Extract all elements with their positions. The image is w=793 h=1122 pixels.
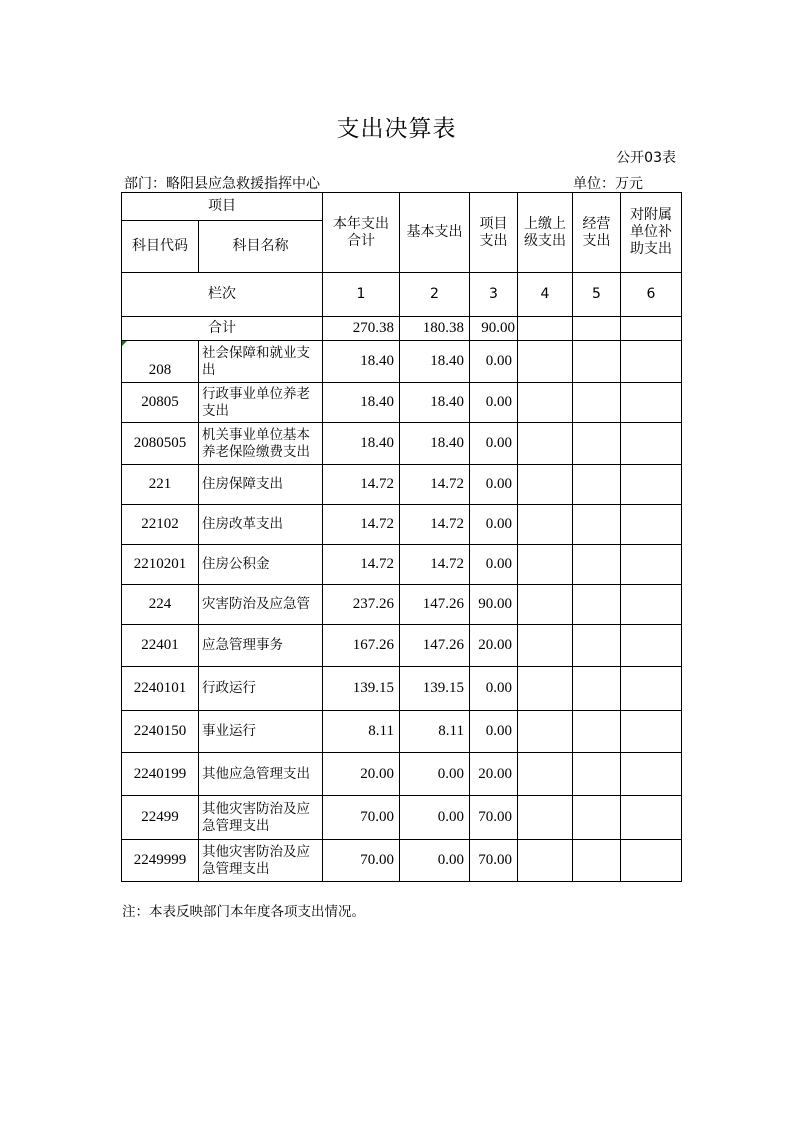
name-cell: 机关事业单位基本养老保险缴费支出 [199, 423, 323, 465]
header-basic: 基本支出 [400, 193, 470, 273]
table-row [122, 383, 682, 423]
project-cell: 0.00 [470, 341, 518, 383]
project-cell: 0.00 [470, 505, 518, 545]
code-cell: 22499 [122, 796, 199, 840]
upper-cell [518, 667, 573, 711]
basic-cell: 18.40 [400, 341, 470, 383]
code-cell: 2240150 [122, 711, 199, 753]
total-cell: 167.26 [323, 625, 400, 667]
code-cell: 22401 [122, 625, 199, 667]
basic-cell: 18.40 [400, 383, 470, 423]
total-cell: 14.72 [323, 545, 400, 585]
code-cell: 20805 [122, 383, 199, 423]
name-cell: 其他灾害防治及应急管理支出 [199, 796, 323, 840]
business-cell [573, 667, 621, 711]
code-cell: 2240101 [122, 667, 199, 711]
project-cell: 0.00 [470, 465, 518, 505]
header-subsidiary: 对附属单位补助支出 [621, 193, 682, 273]
total-row [122, 317, 682, 341]
code-cell: 224 [122, 585, 199, 625]
column-number: 3 [470, 273, 518, 317]
project-cell: 0.00 [470, 545, 518, 585]
upper-cell [518, 545, 573, 585]
name-cell: 住房保障支出 [199, 465, 323, 505]
subsidiary-cell [621, 545, 682, 585]
subsidiary-cell [621, 585, 682, 625]
total-cell: 20.00 [323, 753, 400, 796]
header-project: 项目 [122, 193, 323, 221]
basic-cell: 14.72 [400, 465, 470, 505]
project-cell: 90.00 [470, 317, 518, 341]
code-cell: 2080505 [122, 423, 199, 465]
subsidiary-cell [621, 465, 682, 505]
name-cell: 社会保障和就业支出 [199, 341, 323, 383]
total-cell: 14.72 [323, 465, 400, 505]
column-number: 2 [400, 273, 470, 317]
upper-cell [518, 711, 573, 753]
table-row [122, 465, 682, 505]
table-row [122, 341, 682, 383]
basic-cell: 8.11 [400, 711, 470, 753]
basic-cell: 18.40 [400, 423, 470, 465]
business-cell [573, 505, 621, 545]
code-cell: 2240199 [122, 753, 199, 796]
name-cell: 行政运行 [199, 667, 323, 711]
total-cell: 18.40 [323, 423, 400, 465]
upper-cell [518, 383, 573, 423]
code-cell: 208 [122, 341, 199, 383]
business-cell [573, 383, 621, 423]
code-cell: 22102 [122, 505, 199, 545]
business-cell [573, 585, 621, 625]
name-cell: 行政事业单位养老支出 [199, 383, 323, 423]
project-cell: 20.00 [470, 625, 518, 667]
subsidiary-cell [621, 625, 682, 667]
project-cell: 70.00 [470, 796, 518, 840]
project-cell: 0.00 [470, 667, 518, 711]
code-cell: 2210201 [122, 545, 199, 585]
basic-cell: 0.00 [400, 840, 470, 882]
subsidiary-cell [621, 341, 682, 383]
upper-cell [518, 753, 573, 796]
table-row [122, 545, 682, 585]
basic-cell: 0.00 [400, 796, 470, 840]
column-label: 栏次 [122, 273, 323, 317]
business-cell [573, 545, 621, 585]
subsidiary-cell [621, 753, 682, 796]
name-cell: 其他应急管理支出 [199, 753, 323, 796]
project-cell: 20.00 [470, 753, 518, 796]
basic-cell: 147.26 [400, 625, 470, 667]
header-business: 经营支出 [573, 193, 621, 273]
name-cell: 住房公积金 [199, 545, 323, 585]
footnote: 注：本表反映部门本年度各项支出情况。 [122, 904, 365, 920]
header-upper-payment: 上缴上级支出 [518, 193, 573, 273]
table-row [122, 796, 682, 840]
total-cell: 270.38 [323, 317, 400, 341]
table-row [122, 711, 682, 753]
total-cell: 18.40 [323, 383, 400, 423]
header-name: 科目名称 [199, 221, 323, 273]
unit-label: 单位：万元 [573, 176, 643, 192]
upper-cell [518, 585, 573, 625]
subsidiary-cell [621, 383, 682, 423]
upper-cell [518, 465, 573, 505]
column-number: 4 [518, 273, 573, 317]
project-cell: 0.00 [470, 383, 518, 423]
total-cell: 70.00 [323, 796, 400, 840]
column-number: 1 [323, 273, 400, 317]
total-cell: 18.40 [323, 341, 400, 383]
total-label: 合计 [122, 317, 323, 341]
code-cell: 221 [122, 465, 199, 505]
total-cell: 14.72 [323, 505, 400, 545]
table-row [122, 753, 682, 796]
column-number: 6 [621, 273, 682, 317]
total-cell: 237.26 [323, 585, 400, 625]
name-cell: 事业运行 [199, 711, 323, 753]
table-row [122, 840, 682, 882]
subsidiary-cell [621, 317, 682, 341]
subsidiary-cell [621, 423, 682, 465]
business-cell [573, 796, 621, 840]
basic-cell: 139.15 [400, 667, 470, 711]
business-cell [573, 465, 621, 505]
subsidiary-cell [621, 796, 682, 840]
business-cell [573, 423, 621, 465]
header-project-expenditure: 项目支出 [470, 193, 518, 273]
project-cell: 70.00 [470, 840, 518, 882]
basic-cell: 0.00 [400, 753, 470, 796]
page-title: 支出决算表 [336, 116, 457, 142]
upper-cell [518, 423, 573, 465]
expenditure-table [121, 192, 682, 882]
name-cell: 其他灾害防治及应急管理支出 [199, 840, 323, 882]
basic-cell: 14.72 [400, 505, 470, 545]
business-cell [573, 840, 621, 882]
table-row [122, 505, 682, 545]
project-cell: 0.00 [470, 423, 518, 465]
basic-cell: 147.26 [400, 585, 470, 625]
subsidiary-cell [621, 840, 682, 882]
upper-cell [518, 625, 573, 667]
header-total: 本年支出合计 [323, 193, 400, 273]
total-cell: 139.15 [323, 667, 400, 711]
total-cell: 70.00 [323, 840, 400, 882]
table-row [122, 667, 682, 711]
business-cell [573, 341, 621, 383]
subsidiary-cell [621, 711, 682, 753]
business-cell [573, 711, 621, 753]
column-number: 5 [573, 273, 621, 317]
code-cell: 2249999 [122, 840, 199, 882]
upper-cell [518, 317, 573, 341]
header-code: 科目代码 [122, 221, 199, 273]
name-cell: 住房改革支出 [199, 505, 323, 545]
subsidiary-cell [621, 667, 682, 711]
total-cell: 8.11 [323, 711, 400, 753]
subsidiary-cell [621, 505, 682, 545]
name-cell: 应急管理事务 [199, 625, 323, 667]
table-row [122, 423, 682, 465]
business-cell [573, 317, 621, 341]
form-number: 公开03表 [616, 150, 676, 166]
table-row [122, 585, 682, 625]
department-label: 部门：略阳县应急救援指挥中心 [124, 176, 320, 192]
business-cell [573, 625, 621, 667]
name-cell: 灾害防治及应急管 [199, 585, 323, 625]
upper-cell [518, 796, 573, 840]
upper-cell [518, 840, 573, 882]
table-row [122, 625, 682, 667]
basic-cell: 180.38 [400, 317, 470, 341]
business-cell [573, 753, 621, 796]
project-cell: 90.00 [470, 585, 518, 625]
basic-cell: 14.72 [400, 545, 470, 585]
upper-cell [518, 341, 573, 383]
upper-cell [518, 505, 573, 545]
project-cell: 0.00 [470, 711, 518, 753]
